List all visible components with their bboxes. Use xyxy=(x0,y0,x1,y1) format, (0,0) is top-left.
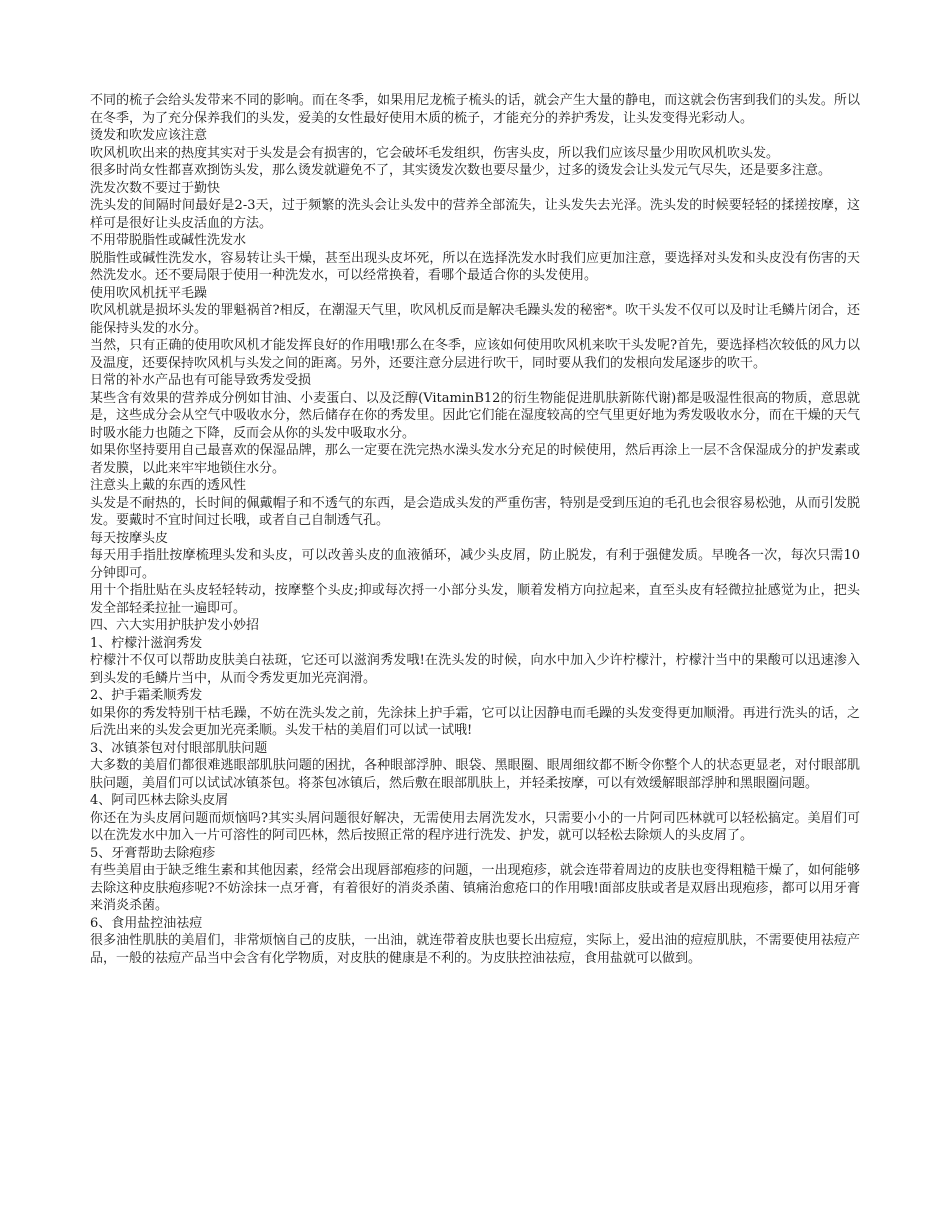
paragraph: 如果你的秀发特别干枯毛躁，不妨在洗头发之前，先涂抹上护手霜，它可以让因静电而毛躁的头发变得更加顺滑。再进行洗头的话，之后洗出来的头发会更加光亮柔顺。头发干枯的美眉们可以试一试哦! xyxy=(90,705,860,738)
paragraph: 你还在为头皮屑问题而烦恼吗?其实头屑问题很好解决，无需使用去屑洗发水，只需要小小的一片阿司匹林就可以轻松搞定。美眉们可以在洗发水中加入一片可溶性的阿司匹林，然后按照正常的程序进行洗发、护发，就可以轻松去除烦人的头皮屑了。 xyxy=(90,810,860,843)
paragraph: 有些美眉由于缺乏维生素和其他因素，经常会出现唇部疱疹的问题，一出现疱疹，就会连带着周边的皮肤也变得粗糙干燥了，如何能够去除这种皮肤疱疹呢?不妨涂抹一点牙膏，有着很好的消炎杀菌、镇痛治愈疮口的作用哦!面部皮肤或者是双唇出现疱疹，都可以用牙膏来消炎杀菌。 xyxy=(90,863,860,913)
paragraph: 某些含有效果的营养成分例如甘油、小麦蛋白、以及泛醇(VitaminB12的衍生物能促进肌肤新陈代谢)都是吸湿性很高的物质，意思就是，这些成分会从空气中吸收水分，然后储存在你的秀发里。因此它们能在湿度较高的空气里更好地为秀发吸收水分，而在干燥的天气时吸水能力也随之下降，反而会从你的头发中吸取水分。 xyxy=(90,390,860,441)
section-heading: 四、六大实用护肤护发小妙招 xyxy=(90,618,260,633)
paragraph: 用十个指肚贴在头皮轻轻转动，按摩整个头皮;抑或每次捋一小部分头发，顺着发梢方向拉起来，直至头皮有轻微拉扯感觉为止，把头发全部轻柔拉扯一遍即可。 xyxy=(90,583,860,616)
subsection-heading: 5、牙膏帮助去除疱疹 xyxy=(90,845,216,861)
section-heading: 日常的补水产品也有可能导致秀发受损 xyxy=(90,373,312,388)
subsection-heading: 3、冰镇茶包对付眼部肌肤问题 xyxy=(90,740,268,756)
paragraph: 很多时尚女性都喜欢捯饬头发，那么烫发就避免不了，其实烫发次数也要尽量少，过多的烫发会让头发元气尽失，还是要多注意。 xyxy=(90,163,832,178)
paragraph: 头发是不耐热的，长时间的佩戴帽子和不透气的东西，是会造成头发的严重伤害，特别是受到压迫的毛孔也会很容易松弛，从而引发脱发。要戴时不宜时间过长哦，或者自己自制透气孔。 xyxy=(90,495,860,528)
section-heading: 注意头上戴的东西的透风性 xyxy=(90,478,247,493)
paragraph: 吹风机吹出来的热度其实对于头发是会有损害的，它会破坏毛发组织，伤害头皮，所以我们应该尽量少用吹风机吹头发。 xyxy=(90,145,780,161)
subsection-heading: 6、食用盐控油祛痘 xyxy=(90,915,203,931)
paragraph: 脱脂性或碱性洗发水，容易转让头干燥，甚至出现头皮坏死，所以在选择洗发水时我们应更加注意，要选择对头发和头皮没有伤害的天然洗发水。还不要局限于使用一种洗发水，可以经常换着，看哪个最适合你的头发使用。 xyxy=(90,250,860,283)
paragraph: 当然，只有正确的使用吹风机才能发挥良好的作用哦!那么在冬季，应该如何使用吹风机来吹干头发呢?首先，要选择档次较低的风力以及温度，还要保持吹风机与头发之间的距离。另外，还要注意分层进行吹干，同时要从我们的发根向发尾逐步的吹干。 xyxy=(90,338,860,371)
paragraph: 每天用手指肚按摩梳理头发和头皮，可以改善头皮的血液循环，减少头皮屑，防止脱发，有利于强健发质。早晚各一次，每次只需10分钟即可。 xyxy=(90,548,860,581)
section-heading: 洗发次数不要过于勤快 xyxy=(90,180,221,196)
subsection-heading: 4、阿司匹林去除头皮屑 xyxy=(90,793,229,808)
paragraph: 吹风机就是损坏头发的罪魁祸首?相反，在潮湿天气里，吹风机反而是解决毛躁头发的秘密*。吹干头发不仅可以及时让毛鳞片闭合，还能保持头发的水分。 xyxy=(90,303,860,336)
paragraph: 洗头发的间隔时间最好是2-3天，过于频繁的洗头会让头发中的营养全部流失，让头发失去光泽。洗头发的时候要轻轻的揉搓按摩，这样可是很好让头皮活血的方法。 xyxy=(90,198,860,231)
section-heading: 烫发和吹发应该注意 xyxy=(90,128,208,143)
paragraph: 大多数的美眉们都很难逃眼部肌肤问题的困扰，各种眼部浮肿、眼袋、黑眼圈、眼周细纹都不断令你整个人的状态更显老，对付眼部肌肤问题，美眉们可以试试冰镇茶包。将茶包冰镇后，然后敷在眼部肌肤上，并轻柔按摩，可以有效缓解眼部浮肿和黑眼圈问题。 xyxy=(90,758,860,791)
subsection-heading: 2、护手霜柔顺秀发 xyxy=(90,688,203,703)
subsection-heading: 1、柠檬汁滋润秀发 xyxy=(90,635,203,651)
section-heading: 每天按摩头皮 xyxy=(90,530,169,546)
paragraph: 如果你坚持要用自己最喜欢的保湿品牌，那么一定要在洗完热水澡头发水分充足的时候使用，然后再涂上一层不含保湿成分的护发素或者发膜，以此来牢牢地锁住水分。 xyxy=(90,443,860,476)
section-heading: 使用吹风机抚平毛躁 xyxy=(90,285,208,301)
section-heading: 不用带脱脂性或碱性洗发水 xyxy=(90,233,247,248)
paragraph: 柠檬汁不仅可以帮助皮肤美白祛斑，它还可以滋润秀发哦!在洗头发的时候，向水中加入少许柠檬汁，柠檬汁当中的果酸可以迅速渗入到头发的毛鳞片当中，从而令秀发更加光亮润滑。 xyxy=(90,653,860,686)
paragraph: 不同的梳子会给头发带来不同的影响。而在冬季，如果用尼龙梳子梳头的话，就会产生大量的静电，而这就会伤害到我们的头发。所以在冬季，为了充分保养我们的头发，爱美的女性最好使用木质的梳子，才能充分的养护秀发，让头发变得光彩动人。 xyxy=(90,93,860,126)
paragraph: 很多油性肌肤的美眉们，非常烦恼自己的皮肤，一出油，就连带着皮肤也要长出痘痘，实际上，爱出油的痘痘肌肤，不需要使用祛痘产品，一般的祛痘产品当中会含有化学物质，对皮肤的健康是不利的。为皮肤控油祛痘，食用盐就可以做到。 xyxy=(90,933,860,966)
